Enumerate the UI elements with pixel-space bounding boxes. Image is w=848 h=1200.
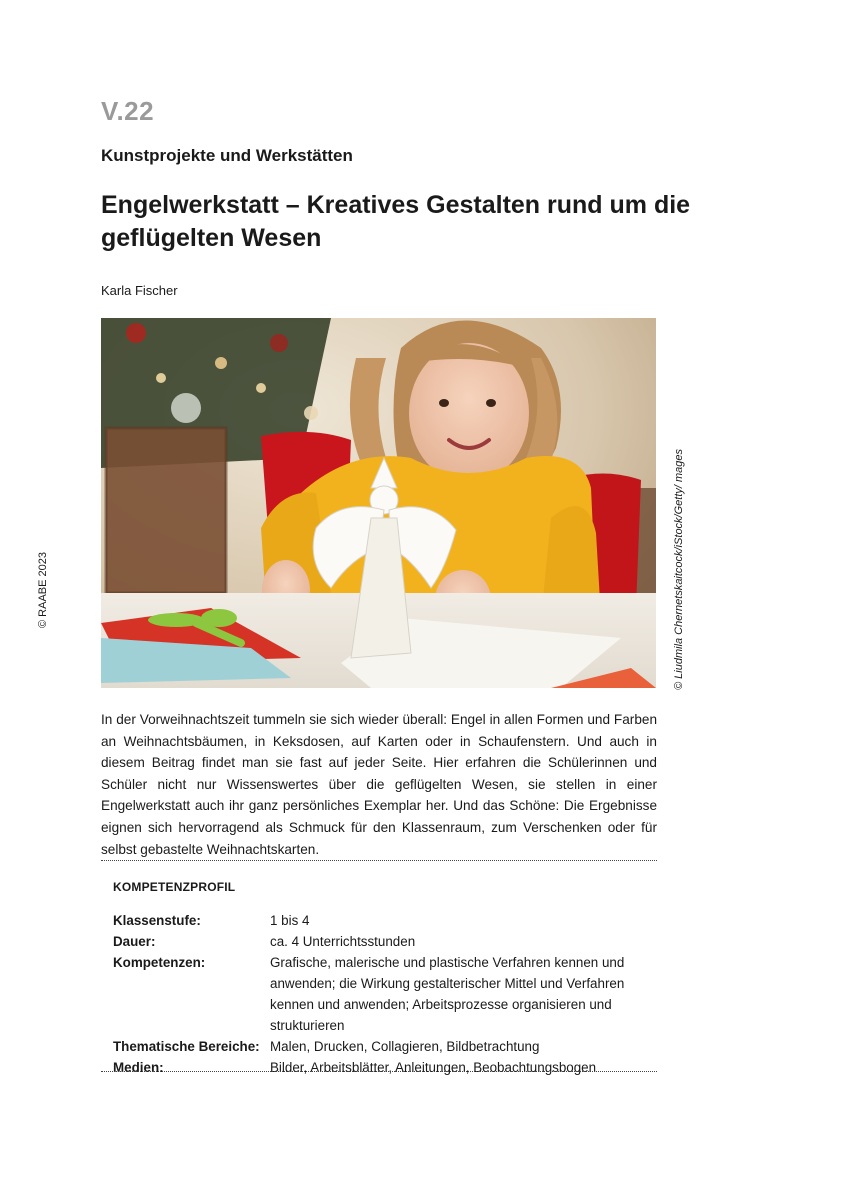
divider-top	[101, 860, 657, 861]
cover-photo	[101, 318, 656, 688]
profile-label: Klassenstufe:	[113, 913, 201, 928]
copyright-note: © RAABE 2023	[37, 552, 49, 628]
profile-label: Thematische Bereiche:	[113, 1039, 260, 1054]
profile-value: ca. 4 Unterrichtsstunden	[270, 934, 416, 949]
profile-row-media	[113, 1057, 658, 1078]
profile-value: 1 bis 4	[270, 913, 310, 928]
profile-row-competences	[113, 952, 658, 1036]
competence-profile	[113, 910, 658, 1078]
profile-heading: KOMPETENZPROFIL	[113, 880, 236, 894]
divider-bottom	[101, 1071, 657, 1072]
series-title: Kunstprojekte und Werkstätten	[101, 146, 353, 165]
page-title: Engelwerkstatt – Kreatives Gestalten rund um die geflügelten Wesen	[101, 191, 691, 252]
profile-row-duration	[113, 931, 658, 952]
profile-value: Malen, Drucken, Collagieren, Bildbetrachtung	[270, 1039, 540, 1054]
document-code: V.22	[101, 96, 155, 126]
intro-paragraph: In der Vorweihnachtszeit tummeln sie sich wieder überall: Engel in allen Formen und Farben an Weihnachtsbäumen, in Keksdosen, auf Karten oder in Schaufenstern. Und auch in diesem Beitrag findet man sie fast auf jeder Seite. Hier erfahren die Schülerinnen und Schüler nicht nur Wissenswertes über die geflügelten Wesen, sie stellen in einer Engelwerkstatt auch ihr ganz persönliches Exemplar her. Und das Schöne: Die Ergebnisse eignen sich hervorragend als Schmuck für den Klassenraum, zum Verschenken oder für selbst gebastelte Weihnachtskarten.	[101, 712, 657, 857]
profile-row-grade	[113, 910, 658, 931]
profile-value: Bilder, Arbeitsblätter, Anleitungen, Beobachtungsbogen	[270, 1060, 597, 1075]
profile-value: Grafische, malerische und plastische Verfahren kennen und anwenden; die Wirkung gestalterischer Mittel und Verfahren kennen und anwenden; Arbeitsprozesse organisieren und strukturieren	[270, 955, 625, 1033]
author-name: Karla Fischer	[101, 283, 178, 298]
profile-label: Kompetenzen:	[113, 955, 206, 970]
photo-credit: © Liudmila Chernetskaitcock/iStock/Getty/ mages	[673, 448, 685, 690]
profile-label: Medien:	[113, 1060, 164, 1075]
profile-label: Dauer:	[113, 934, 156, 949]
profile-row-topics	[113, 1036, 658, 1057]
